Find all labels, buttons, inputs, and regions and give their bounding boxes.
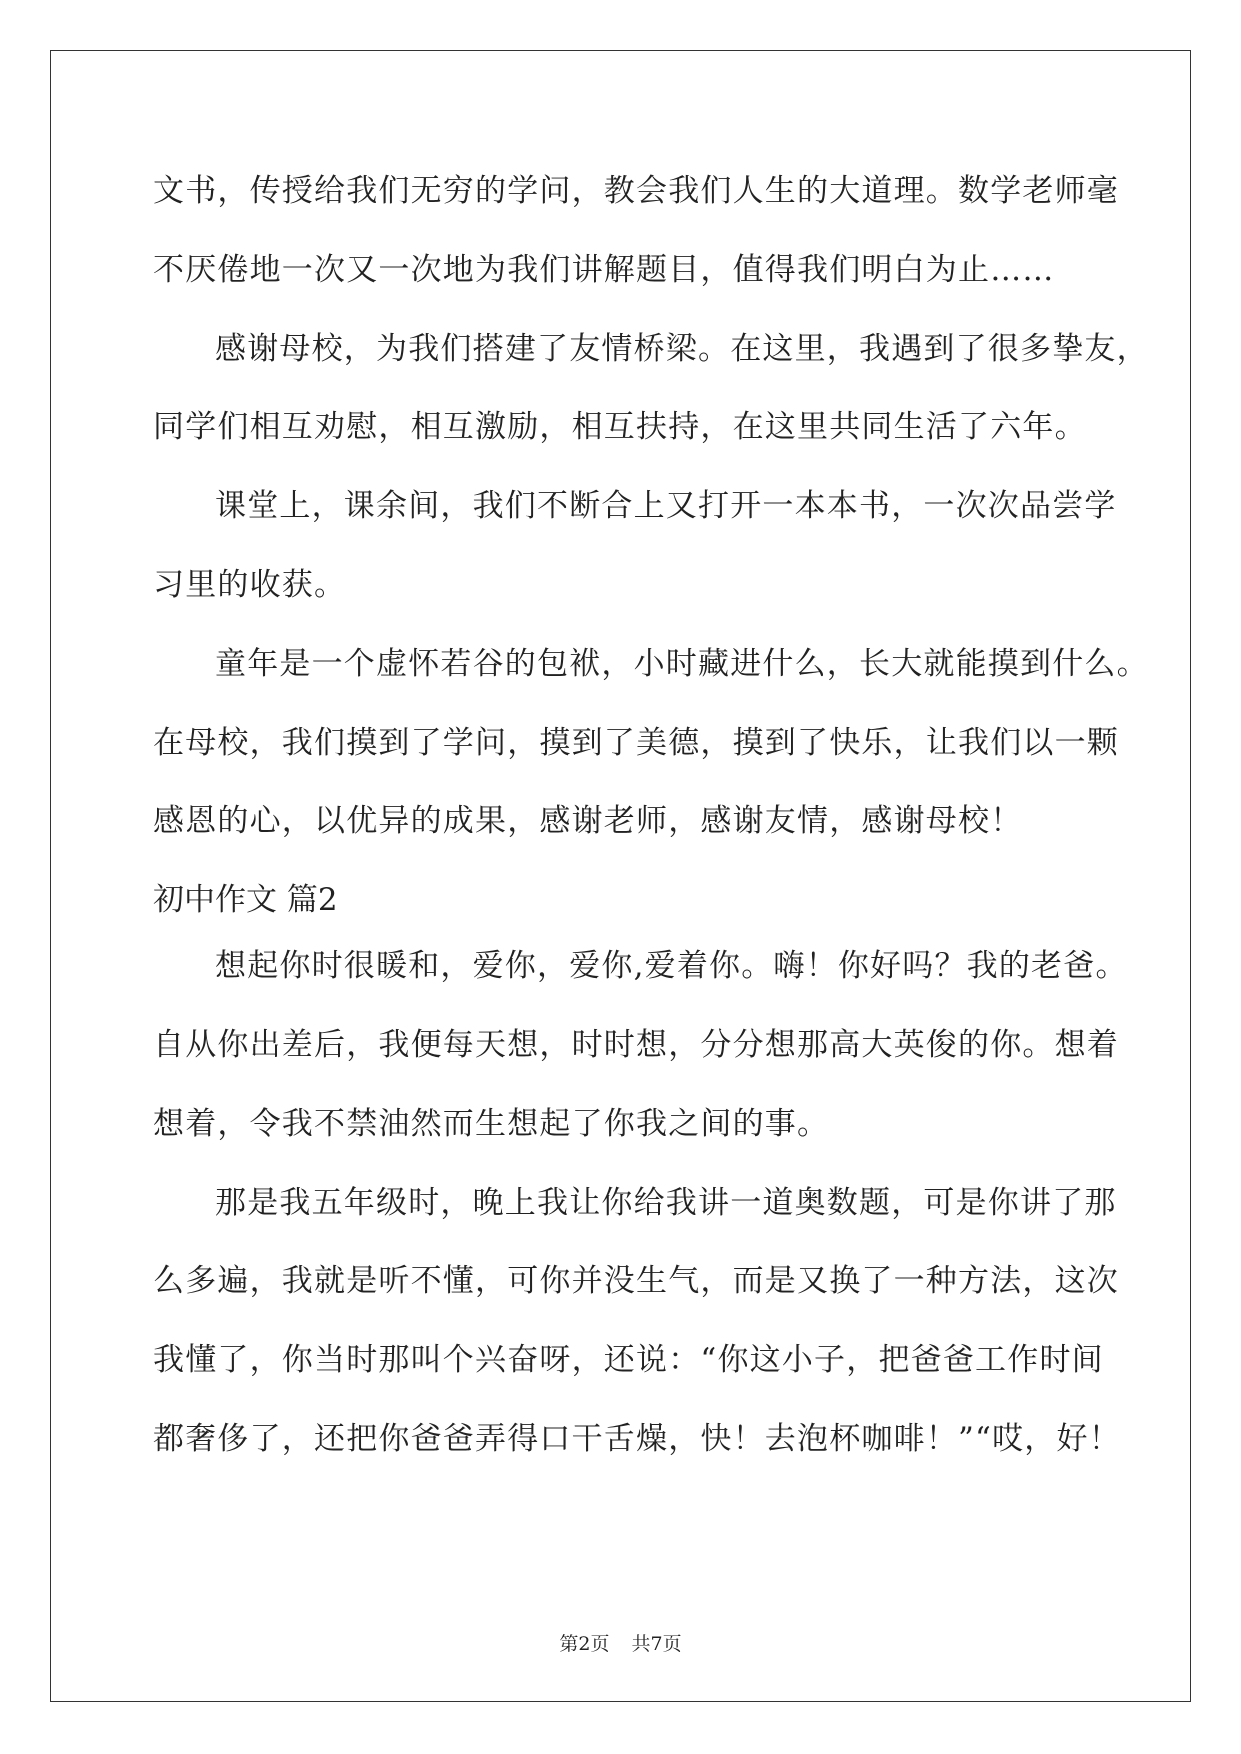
- page-number-total: 共7页: [631, 1633, 682, 1655]
- paragraph-start: 感谢母校，为我们搭建了友情桥梁。在这里，我遇到了很多挚友，: [215, 330, 1149, 367]
- page-footer: [0, 1629, 1241, 1656]
- section-heading: 初中作文 篇2: [153, 882, 338, 919]
- text-line: 我懂了，你当时那叫个兴奋呀，还说：“你这小子，把爸爸工作时间: [153, 1342, 1104, 1379]
- text-line: 都奢侈了，还把你爸爸弄得口干舌燥，快！去泡杯咖啡！”“哎，好！: [153, 1420, 1121, 1457]
- paragraph-start: 童年是一个虚怀若谷的包袱，小时藏进什么，长大就能摸到什么。: [215, 645, 1149, 682]
- document-body: [153, 166, 1149, 1493]
- text-line: 自从你出差后，我便每天想，时时想，分分想那高大英俊的你。想着: [153, 1026, 1119, 1063]
- text-line: 么多遍，我就是听不懂，可你并没生气，而是又换了一种方法，这次: [153, 1263, 1119, 1300]
- text-line: 习里的收获。: [153, 566, 347, 603]
- text-line: 在母校，我们摸到了学问，摸到了美德，摸到了快乐，让我们以一颗: [153, 724, 1119, 761]
- text-line: 不厌倦地一次又一次地为我们讲解题目，值得我们明白为止……: [153, 251, 1055, 288]
- text-line: 同学们相互劝慰，相互激励，相互扶持，在这里共同生活了六年。: [153, 409, 1087, 446]
- paragraph-start: 那是我五年级时，晚上我让你给我讲一道奥数题，可是你讲了那: [215, 1184, 1117, 1221]
- text-line: 文书，传授给我们无穷的学问，教会我们人生的大道理。数学老师毫: [153, 173, 1119, 209]
- text-line: 想着，令我不禁油然而生想起了你我之间的事。: [153, 1105, 830, 1142]
- page-number-current: 第2页: [559, 1633, 610, 1655]
- paragraph-start: 想起你时很暖和，爱你，爱你,爱着你。嗨！你好吗？我的老爸。: [215, 948, 1128, 985]
- paragraph-start: 课堂上，课余间，我们不断合上又打开一本本书，一次次品尝学: [215, 488, 1117, 525]
- text-line: 感恩的心，以优异的成果，感谢老师，感谢友情，感谢母校！: [153, 803, 1023, 840]
